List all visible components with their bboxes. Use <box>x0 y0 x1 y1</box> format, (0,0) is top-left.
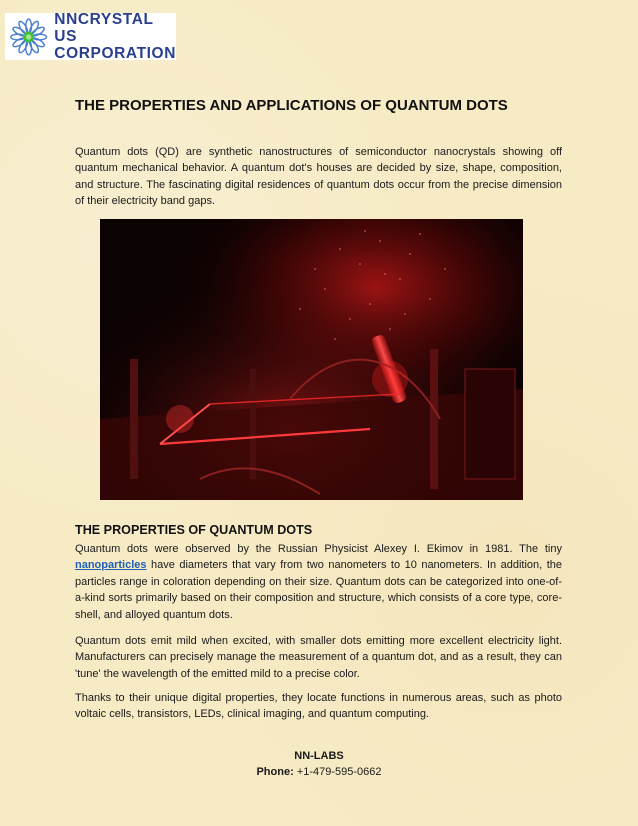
phone-label: Phone: <box>256 766 294 778</box>
properties-paragraph <box>75 541 562 623</box>
footer-org: NN-LABS <box>294 750 344 762</box>
logo-wordmark <box>54 11 176 62</box>
nanoparticles-link[interactable]: nanoparticles <box>75 559 147 572</box>
footer-phone <box>0 764 638 780</box>
logo-line-1: NNCRYSTAL US <box>54 11 154 45</box>
paragraph-text: Quantum dots were observed by the Russian Physicist Alexey I. Ekimov in 1981. The tiny <box>75 543 562 555</box>
laser-photo-illustration <box>100 219 523 500</box>
logo-line-2: CORPORATION <box>54 45 176 62</box>
laser-lab-photo <box>100 219 523 500</box>
paragraph-text-cont: have diameters that vary from two nanometers to 10 nanometers. In addition, the particles range in coloration depending on their size. Quantum dots can be categorized into one-of-a-kind sorts primarily based on their composition and structure, which consists of a core type, core-shell, and alloyed quantum dots. <box>75 559 562 621</box>
section-heading: THE PROPERTIES OF QUANTUM DOTS <box>75 523 313 537</box>
flower-logo-icon <box>9 15 48 59</box>
phone-number: +1-479-595-0662 <box>296 766 382 778</box>
intro-paragraph: Quantum dots (QD) are synthetic nanostructures of semiconductor nanocrystals showing off quantum mechanical behavior. A quantum dot's houses are decided by size, shape, composition, and structure. The fascinating digital residences of quantum dots occur from the precise dimension of their electricity band gaps. <box>75 146 562 208</box>
emission-paragraph: Quantum dots emit mild when excited, with smaller dots emitting more excellent electricity light. Manufacturers can precisely manage the measurement of a quantum dot, and as a result, they can 'tune' the wavelength of the emitted mild to a precise color. <box>75 635 562 680</box>
applications-paragraph: Thanks to their unique digital properties, they locate functions in numerous areas, such as photo voltaic cells, transistors, LEDs, clinical imaging, and quantum computing. <box>75 692 562 721</box>
page-title: THE PROPERTIES AND APPLICATIONS OF QUANTUM DOTS <box>75 97 508 114</box>
company-logo <box>5 13 176 60</box>
